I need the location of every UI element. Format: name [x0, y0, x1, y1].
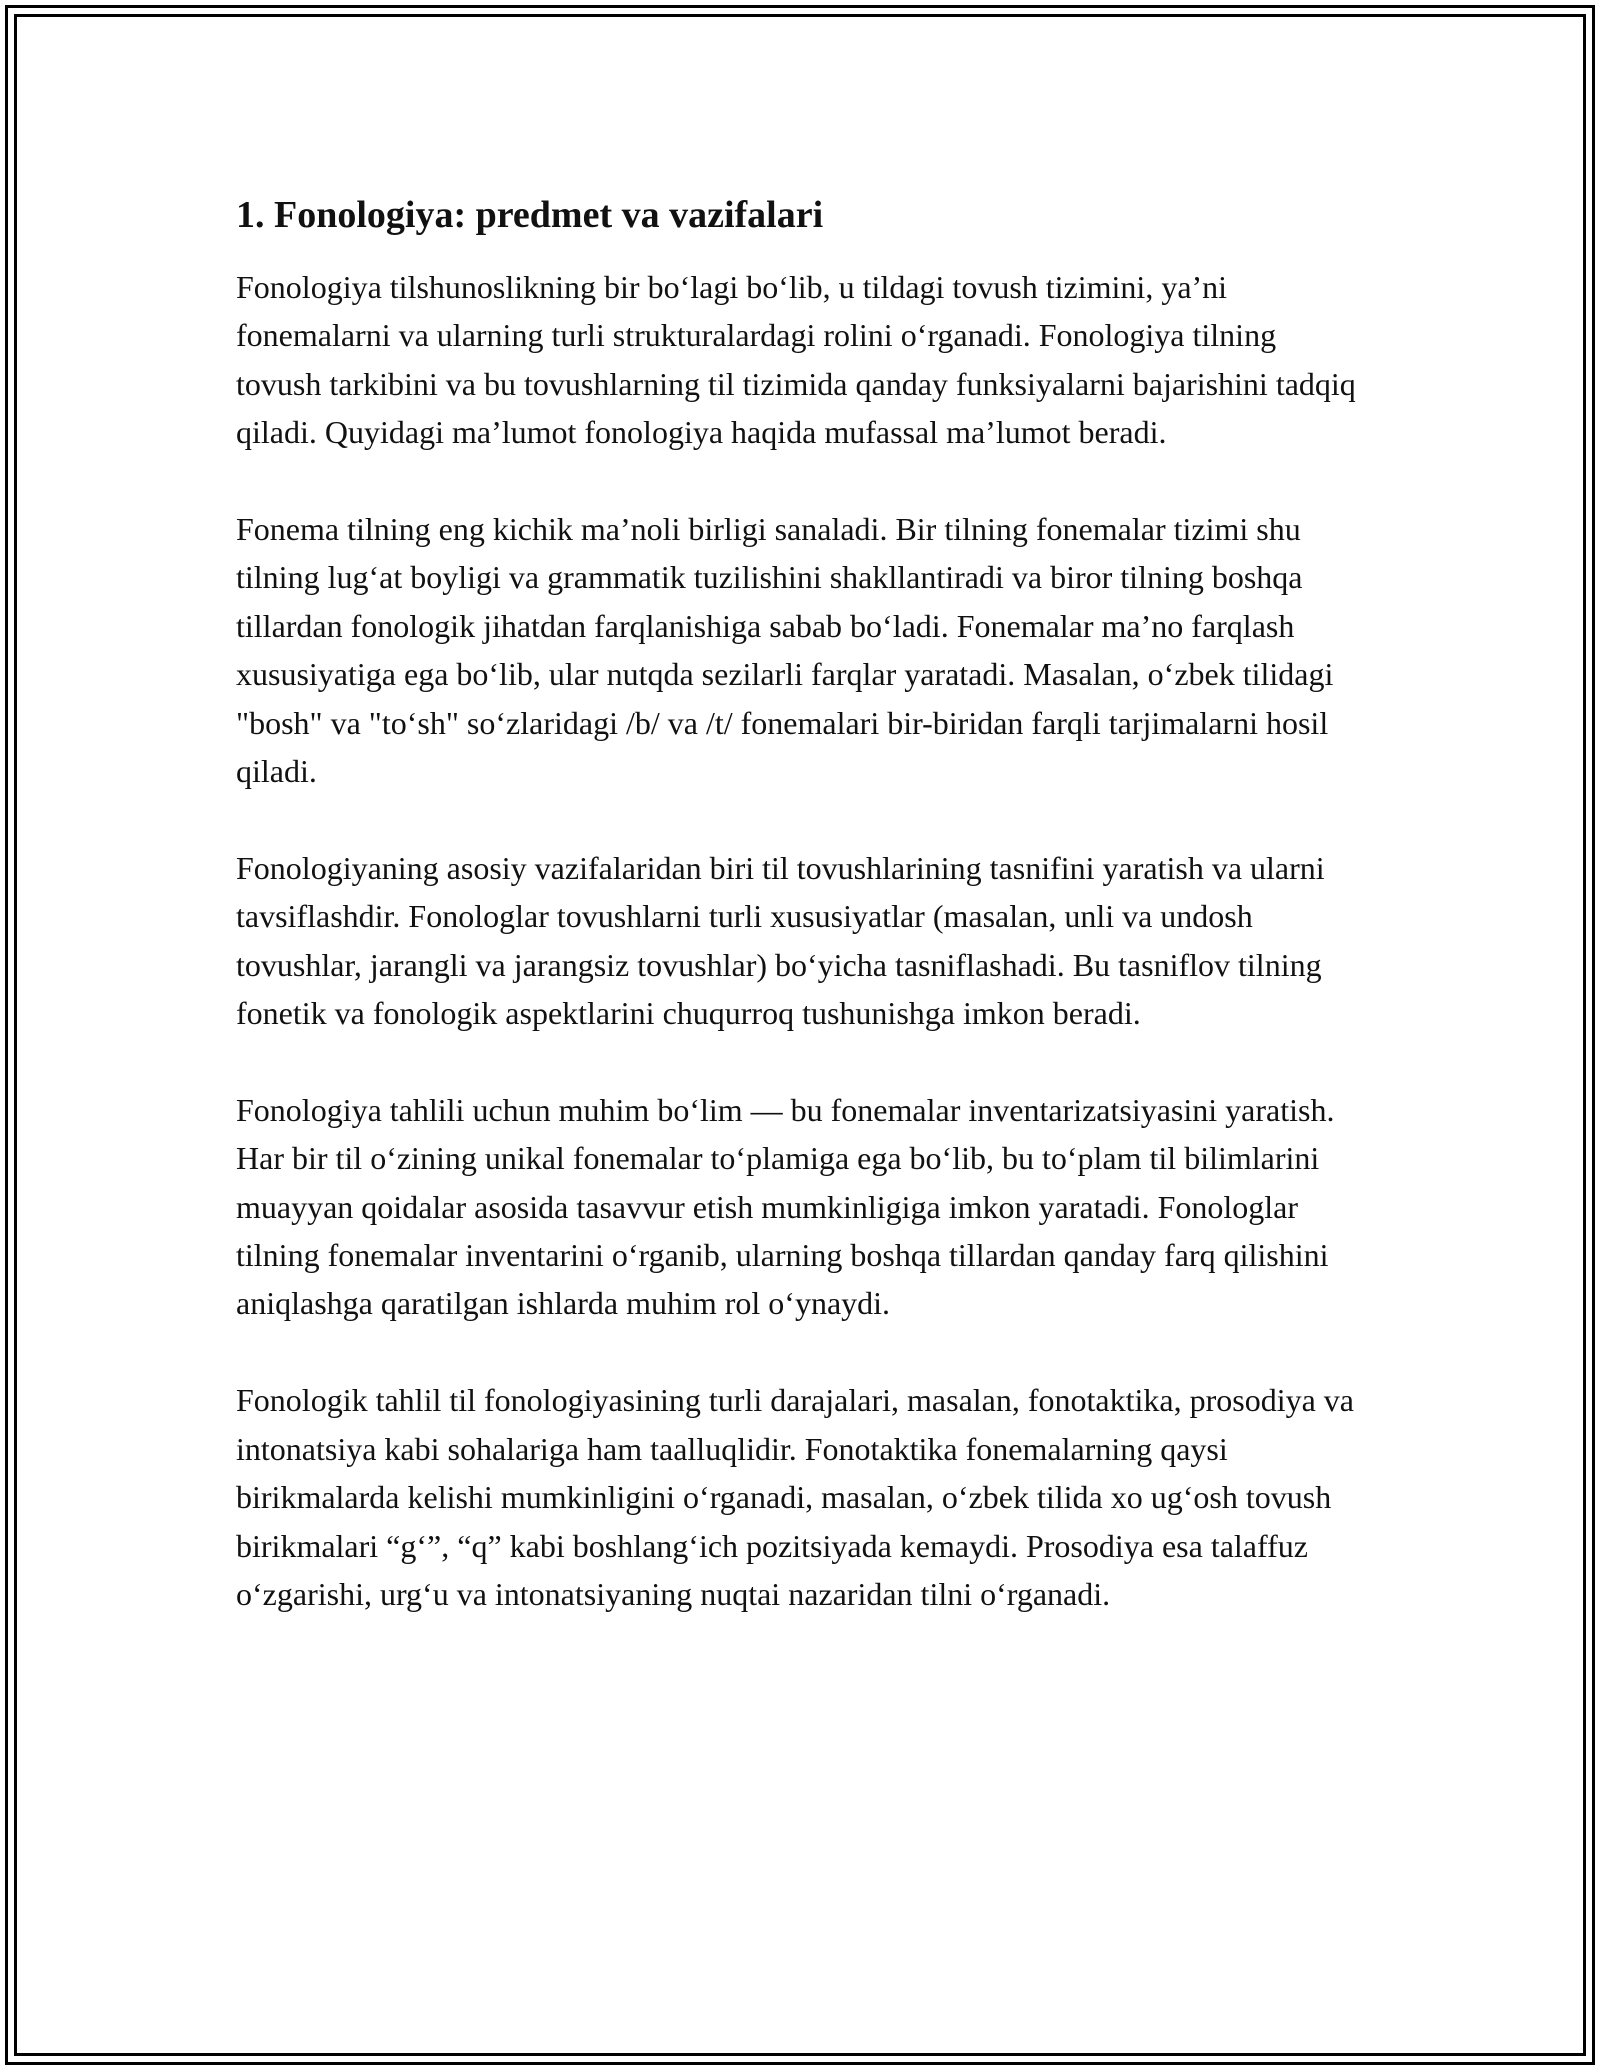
paragraph-1: Fonologiya tilshunoslikning bir bo‘lagi bo‘lib, u tildagi tovush tizimini, ya’ni fonemalarni va ularning turli strukturalardagi rolini o‘rganadi. Fonologiya tilning tovush tarkibini va bu tovushlarning til tizimida qanday funksiyalarni bajarishini tadqiq qiladi. Quyidagi ma’lumot fonologiya haqida mufassal ma’lumot beradi. [236, 269, 1356, 451]
paragraph-3: Fonologiyaning asosiy vazifalaridan biri til tovushlarining tasnifini yaratish va ularni tavsiflashdir. Fonologlar tovushlarni turli xususiyatlar (masalan, unli va undosh tovushlar, jarangli va jarangsiz tovushlar) bo‘yicha tasniflashadi. Bu tasniflov tilning fonetik va fonologik aspektlarini chuqurroq tushunishga imkon beradi. [236, 849, 1325, 1032]
document-title: 1. Fonologiya: predmet va vazifalari [236, 194, 824, 236]
paragraph-5: Fonologik tahlil til fonologiyasining turli darajalari, masalan, fonotaktika, prosodiya va intonatsiya kabi sohalariga ham taalluqlidir. Fonotaktika fonemalarning qaysi birikmalarda kelishi mumkinligini o‘rganadi, masalan, o‘zbek tilida xo ug‘osh tovush birikmalari “g‘”, “q” kabi boshlang‘ich pozitsiyada kemaydi. Prosodiya esa talaffuz o‘zgarishi, urg‘u va intonatsiyaning nuqtai nazaridan tilni o‘rganadi. [236, 1382, 1354, 1612]
document-body [236, 187, 1366, 1667]
paragraph-2: Fonema tilning eng kichik ma’noli birligi sanaladi. Bir tilning fonemalar tizimi shu tilning lug‘at boyligi va grammatik tuzilishini shakllantiradi va biror tilning boshqa tillardan fonologik jihatdan farqlanishiga sabab bo‘ladi. Fonemalar ma’no farqlash xususiyatiga ega bo‘lib, ular nutqda sezilarli farqlar yaratadi. Masalan, o‘zbek tilidagi "bosh" va "to‘sh" so‘zlaridagi /b/ va /t/ fonemalari bir-biridan farqli tarjimalarni hosil qiladi. [236, 511, 1334, 790]
paragraph-4: Fonologiya tahlili uchun muhim bo‘lim — bu fonemalar inventarizatsiyasini yaratish. Har bir til o‘zining unikal fonemalar to‘plamiga ega bo‘lib, bu to‘plam til bilimlarini muayyan qoidalar asosida tasavvur etish mumkinligiga imkon yaratadi. Fonologlar tilning fonemalar inventarini o‘rganib, ularning boshqa tillardan qanday farq qilishini aniqlashga qaratilgan ishlarda muhim rol o‘ynaydi. [236, 1091, 1335, 1322]
